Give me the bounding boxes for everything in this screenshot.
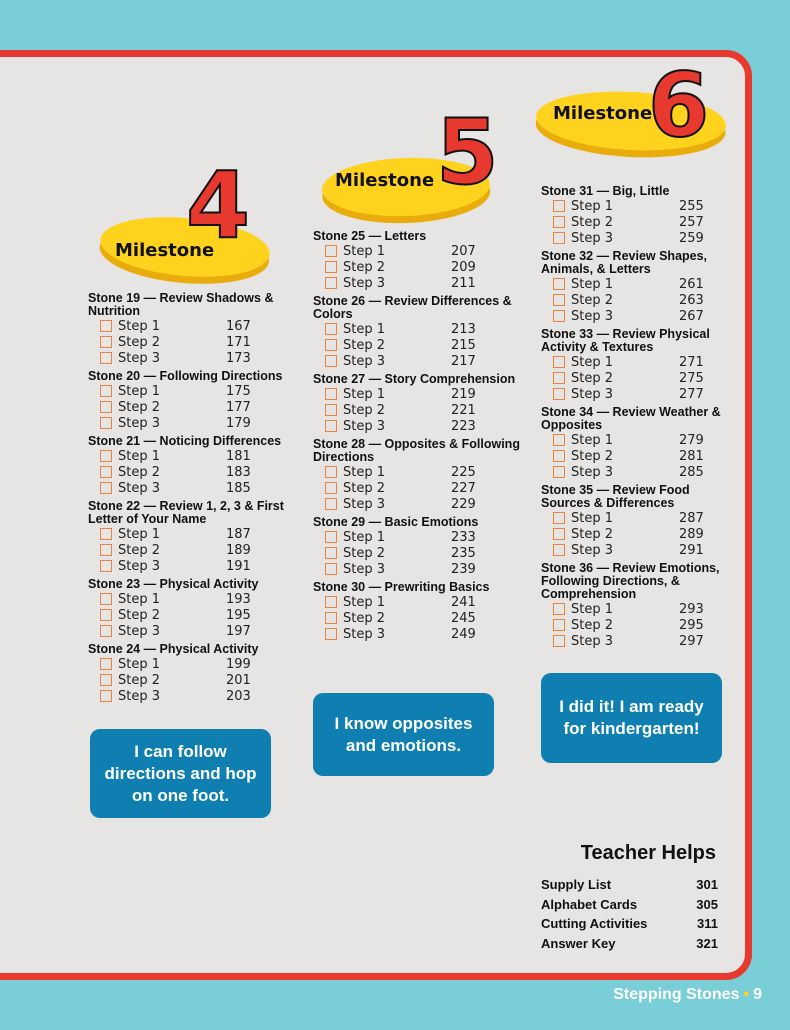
milestone-5-label: Milestone: [335, 170, 435, 191]
milestone-6-column: [541, 181, 741, 649]
step-label: Step 2: [118, 672, 161, 688]
step-checkbox[interactable]: [325, 596, 337, 608]
stone-title: Stone 19 — Review Shadows & Nutrition: [88, 291, 274, 318]
step-checkbox[interactable]: [325, 277, 337, 289]
step-page-number: 221: [451, 402, 476, 418]
step-label: Step 2: [118, 464, 161, 480]
teacher-helps-item-label: Supply List: [541, 877, 612, 892]
stone-entry: [541, 185, 741, 246]
stone-title: Stone 28 — Opposites & Following Directions: [313, 437, 520, 464]
step-row: [88, 623, 298, 639]
step-row: [313, 496, 523, 512]
stone-entry: [88, 435, 298, 496]
stone-entry: [313, 581, 523, 642]
step-label: Step 2: [571, 617, 614, 633]
step-row: [313, 464, 523, 480]
step-checkbox[interactable]: [553, 528, 565, 540]
step-label: Step 1: [343, 594, 386, 610]
step-checkbox[interactable]: [325, 355, 337, 367]
step-row: [313, 353, 523, 369]
step-checkbox[interactable]: [100, 528, 112, 540]
step-page-number: 291: [679, 542, 704, 558]
teacher-helps-item: [541, 877, 718, 897]
step-label: Step 3: [571, 386, 614, 402]
step-page-number: 235: [451, 545, 476, 561]
step-page-number: 277: [679, 386, 704, 402]
step-page-number: 295: [679, 617, 704, 633]
step-checkbox[interactable]: [325, 628, 337, 640]
step-label: Step 1: [118, 656, 161, 672]
step-page-number: 177: [226, 399, 251, 415]
step-label: Step 3: [343, 275, 386, 291]
step-label: Step 2: [343, 545, 386, 561]
step-page-number: 185: [226, 480, 251, 496]
stone-entry: [313, 516, 523, 577]
step-page-number: 201: [226, 672, 251, 688]
step-row: [313, 275, 523, 291]
step-checkbox[interactable]: [553, 232, 565, 244]
step-row: [541, 214, 741, 230]
step-label: Step 2: [118, 334, 161, 350]
footer-title: Stepping Stones: [613, 986, 740, 1003]
teacher-helps-list: [541, 877, 718, 955]
step-label: Step 1: [118, 448, 161, 464]
step-row: [541, 292, 741, 308]
step-row: [88, 607, 298, 623]
step-checkbox[interactable]: [553, 512, 565, 524]
milestone-4-label: Milestone: [115, 240, 215, 261]
step-row: [313, 626, 523, 642]
step-page-number: 263: [679, 292, 704, 308]
step-checkbox[interactable]: [100, 320, 112, 332]
step-row: [88, 526, 298, 542]
step-label: Step 1: [571, 432, 614, 448]
teacher-helps-item-label: Alphabet Cards: [541, 896, 638, 912]
step-label: Step 1: [118, 526, 161, 542]
stone-title: Stone 21 — Noticing Differences: [88, 434, 282, 448]
step-page-number: 257: [679, 214, 704, 230]
step-checkbox[interactable]: [325, 563, 337, 575]
step-checkbox[interactable]: [100, 401, 112, 413]
step-checkbox[interactable]: [100, 352, 112, 364]
step-label: Step 3: [118, 623, 161, 639]
step-row: [313, 545, 523, 561]
step-checkbox[interactable]: [553, 434, 565, 446]
step-page-number: 225: [451, 464, 476, 480]
step-row: [541, 198, 741, 214]
step-page-number: 223: [451, 418, 476, 434]
step-page-number: 275: [679, 370, 704, 386]
step-page-number: 227: [451, 480, 476, 496]
step-page-number: 191: [226, 558, 251, 574]
step-label: Step 3: [118, 415, 161, 431]
stone-entry: [541, 484, 741, 558]
step-label: Step 1: [571, 276, 614, 292]
stone-title: Stone 22 — Review 1, 2, 3 & First Letter of Your Name: [88, 499, 284, 526]
step-label: Step 3: [571, 464, 614, 480]
step-label: Step 1: [118, 318, 161, 334]
step-row: [313, 418, 523, 434]
step-checkbox[interactable]: [100, 560, 112, 572]
milestone-4-number: 4: [186, 152, 251, 259]
step-row: [88, 334, 298, 350]
step-checkbox[interactable]: [553, 278, 565, 290]
step-label: Step 1: [118, 591, 161, 607]
step-checkbox[interactable]: [100, 593, 112, 605]
step-checkbox[interactable]: [325, 404, 337, 416]
step-row: [88, 415, 298, 431]
step-checkbox[interactable]: [553, 372, 565, 384]
stone-title: Stone 27 — Story Comprehension: [313, 372, 516, 386]
step-page-number: 209: [451, 259, 476, 275]
step-checkbox[interactable]: [100, 466, 112, 478]
teacher-helps-item: [541, 897, 718, 917]
step-page-number: 255: [679, 198, 704, 214]
teacher-helps-title: Teacher Helps: [580, 842, 716, 864]
step-checkbox[interactable]: [100, 482, 112, 494]
step-page-number: 261: [679, 276, 704, 292]
step-label: Step 1: [343, 464, 386, 480]
milestone-6-label: Milestone: [553, 103, 653, 124]
step-row: [88, 591, 298, 607]
stone-title: Stone 36 — Review Emotions, Following Directions, & Comprehension: [541, 561, 720, 601]
step-checkbox[interactable]: [325, 388, 337, 400]
step-page-number: 297: [679, 633, 704, 649]
step-page-number: 289: [679, 526, 704, 542]
step-row: [88, 318, 298, 334]
step-page-number: 173: [226, 350, 251, 366]
stone-entry: [88, 370, 298, 431]
step-page-number: 249: [451, 626, 476, 642]
step-row: [541, 432, 741, 448]
teacher-helps-item-label: Cutting Activities: [541, 916, 648, 931]
step-checkbox[interactable]: [325, 466, 337, 478]
step-page-number: 245: [451, 610, 476, 626]
stone-title: Stone 33 — Review Physical Activity & Textures: [541, 327, 710, 354]
stone-title: Stone 31 — Big, Little: [541, 184, 670, 198]
step-label: Step 1: [571, 601, 614, 617]
step-checkbox[interactable]: [100, 690, 112, 702]
step-label: Step 2: [343, 610, 386, 626]
teacher-helps: [541, 842, 718, 955]
milestone-5-callout: I know opposites and emotions.: [313, 693, 494, 776]
step-row: [541, 230, 741, 246]
step-row: [88, 656, 298, 672]
step-label: Step 3: [343, 561, 386, 577]
step-label: Step 3: [118, 480, 161, 496]
milestone-4-callout: I can follow directions and hop on one foot.: [90, 729, 271, 818]
teacher-helps-item: [541, 936, 718, 956]
stone-entry: [541, 328, 741, 402]
step-page-number: 193: [226, 591, 251, 607]
stone-entry: [541, 406, 741, 480]
step-page-number: 179: [226, 415, 251, 431]
step-checkbox[interactable]: [325, 547, 337, 559]
step-checkbox[interactable]: [100, 417, 112, 429]
step-page-number: 213: [451, 321, 476, 337]
step-checkbox[interactable]: [553, 216, 565, 228]
step-checkbox[interactable]: [553, 635, 565, 647]
page-footer: [613, 986, 762, 1004]
step-row: [313, 243, 523, 259]
step-page-number: 215: [451, 337, 476, 353]
milestone-6-callout: I did it! I am ready for kindergarten!: [541, 673, 722, 763]
step-label: Step 1: [571, 354, 614, 370]
step-row: [88, 558, 298, 574]
step-checkbox[interactable]: [100, 544, 112, 556]
teacher-helps-item: [541, 916, 718, 936]
step-page-number: 175: [226, 383, 251, 399]
step-checkbox[interactable]: [325, 339, 337, 351]
step-page-number: 241: [451, 594, 476, 610]
footer-page-number: 9: [753, 986, 762, 1003]
milestone-6-number: 6: [648, 54, 710, 157]
step-label: Step 3: [571, 230, 614, 246]
step-checkbox[interactable]: [553, 544, 565, 556]
step-page-number: 233: [451, 529, 476, 545]
step-row: [541, 370, 741, 386]
step-row: [541, 526, 741, 542]
stone-entry: [541, 250, 741, 324]
step-row: [313, 529, 523, 545]
step-row: [88, 672, 298, 688]
step-label: Step 3: [571, 633, 614, 649]
step-label: Step 1: [343, 243, 386, 259]
step-label: Step 1: [343, 529, 386, 545]
step-page-number: 167: [226, 318, 251, 334]
stone-entry: [313, 230, 523, 291]
step-page-number: 217: [451, 353, 476, 369]
step-page-number: 171: [226, 334, 251, 350]
step-page-number: 293: [679, 601, 704, 617]
milestone-5-number: 5: [436, 100, 499, 205]
stone-title: Stone 20 — Following Directions: [88, 369, 283, 383]
step-row: [88, 480, 298, 496]
step-label: Step 2: [343, 480, 386, 496]
step-label: Step 2: [118, 399, 161, 415]
step-row: [88, 399, 298, 415]
step-row: [88, 464, 298, 480]
teacher-helps-item-label: Answer Key: [541, 935, 616, 951]
step-label: Step 2: [118, 607, 161, 623]
step-page-number: 207: [451, 243, 476, 259]
step-label: Step 2: [571, 292, 614, 308]
step-label: Step 2: [571, 448, 614, 464]
step-checkbox[interactable]: [553, 603, 565, 615]
step-page-number: 195: [226, 607, 251, 623]
step-checkbox[interactable]: [553, 388, 565, 400]
step-label: Step 1: [118, 383, 161, 399]
step-page-number: 189: [226, 542, 251, 558]
step-label: Step 3: [118, 558, 161, 574]
step-row: [313, 610, 523, 626]
step-row: [313, 594, 523, 610]
step-page-number: 287: [679, 510, 704, 526]
step-label: Step 1: [571, 198, 614, 214]
step-checkbox[interactable]: [553, 356, 565, 368]
stone-title: Stone 32 — Review Shapes, Animals, & Letters: [541, 249, 708, 276]
step-page-number: 239: [451, 561, 476, 577]
teacher-helps-item-page: 301: [696, 877, 718, 892]
step-row: [88, 350, 298, 366]
teacher-helps-item-page: 321: [696, 935, 718, 951]
step-page-number: 271: [679, 354, 704, 370]
step-checkbox[interactable]: [553, 619, 565, 631]
step-page-number: 181: [226, 448, 251, 464]
step-page-number: 285: [679, 464, 704, 480]
step-checkbox[interactable]: [325, 323, 337, 335]
stone-entry: [313, 373, 523, 434]
step-label: Step 2: [343, 259, 386, 275]
step-row: [541, 601, 741, 617]
step-checkbox[interactable]: [553, 450, 565, 462]
step-checkbox[interactable]: [325, 482, 337, 494]
step-row: [541, 633, 741, 649]
step-checkbox[interactable]: [100, 658, 112, 670]
step-row: [88, 448, 298, 464]
step-row: [541, 510, 741, 526]
footer-separator: •: [743, 986, 750, 1003]
step-label: Step 2: [343, 337, 386, 353]
step-checkbox[interactable]: [100, 385, 112, 397]
step-label: Step 3: [571, 308, 614, 324]
step-row: [88, 542, 298, 558]
step-checkbox[interactable]: [325, 245, 337, 257]
step-checkbox[interactable]: [100, 674, 112, 686]
step-label: Step 3: [343, 418, 386, 434]
step-row: [541, 617, 741, 633]
step-row: [313, 386, 523, 402]
step-checkbox[interactable]: [325, 261, 337, 273]
step-row: [541, 448, 741, 464]
stone-title: Stone 29 — Basic Emotions: [313, 515, 479, 529]
step-label: Step 3: [118, 688, 161, 704]
step-page-number: 187: [226, 526, 251, 542]
step-page-number: 281: [679, 448, 704, 464]
step-checkbox[interactable]: [325, 498, 337, 510]
step-row: [541, 276, 741, 292]
step-page-number: 197: [226, 623, 251, 639]
stone-entry: [88, 578, 298, 639]
step-checkbox[interactable]: [553, 466, 565, 478]
milestone-5-column: [313, 226, 523, 642]
step-label: Step 2: [571, 214, 614, 230]
step-checkbox[interactable]: [325, 420, 337, 432]
step-row: [541, 542, 741, 558]
step-checkbox[interactable]: [325, 612, 337, 624]
step-row: [313, 402, 523, 418]
milestone-4-column: [88, 288, 298, 704]
stone-entry: [88, 643, 298, 704]
step-label: Step 1: [343, 321, 386, 337]
step-row: [313, 259, 523, 275]
step-page-number: 203: [226, 688, 251, 704]
stone-title: Stone 35 — Review Food Sources & Differences: [541, 483, 690, 510]
stone-title: Stone 25 — Letters: [313, 229, 427, 243]
step-row: [313, 337, 523, 353]
step-row: [313, 480, 523, 496]
step-row: [541, 386, 741, 402]
step-page-number: 211: [451, 275, 476, 291]
step-label: Step 2: [118, 542, 161, 558]
step-checkbox[interactable]: [100, 450, 112, 462]
step-page-number: 259: [679, 230, 704, 246]
step-label: Step 1: [343, 386, 386, 402]
step-label: Step 3: [118, 350, 161, 366]
stone-title: Stone 23 — Physical Activity: [88, 577, 259, 591]
stone-title: Stone 24 — Physical Activity: [88, 642, 259, 656]
stone-entry: [541, 562, 741, 649]
step-label: Step 3: [343, 496, 386, 512]
step-row: [541, 464, 741, 480]
step-label: Step 1: [571, 510, 614, 526]
step-page-number: 279: [679, 432, 704, 448]
stone-entry: [313, 295, 523, 369]
step-checkbox[interactable]: [553, 310, 565, 322]
step-row: [313, 561, 523, 577]
step-page-number: 229: [451, 496, 476, 512]
step-row: [541, 354, 741, 370]
step-checkbox[interactable]: [100, 625, 112, 637]
teacher-helps-item-page: 311: [697, 916, 718, 931]
stone-title: Stone 34 — Review Weather & Opposites: [541, 405, 721, 432]
step-row: [313, 321, 523, 337]
step-page-number: 219: [451, 386, 476, 402]
step-checkbox[interactable]: [325, 531, 337, 543]
step-row: [88, 383, 298, 399]
teacher-helps-item-page: 305: [696, 896, 718, 912]
step-label: Step 2: [571, 526, 614, 542]
stone-entry: [313, 438, 523, 512]
step-row: [541, 308, 741, 324]
step-page-number: 267: [679, 308, 704, 324]
step-checkbox[interactable]: [553, 200, 565, 212]
step-row: [88, 688, 298, 704]
stone-entry: [88, 292, 298, 366]
step-checkbox[interactable]: [553, 294, 565, 306]
step-label: Step 2: [343, 402, 386, 418]
step-label: Step 3: [571, 542, 614, 558]
stone-title: Stone 30 — Prewriting Basics: [313, 580, 490, 594]
step-label: Step 3: [343, 626, 386, 642]
stone-title: Stone 26 — Review Differences & Colors: [313, 294, 512, 321]
step-label: Step 3: [343, 353, 386, 369]
step-checkbox[interactable]: [100, 609, 112, 621]
step-checkbox[interactable]: [100, 336, 112, 348]
stone-entry: [88, 500, 298, 574]
step-page-number: 199: [226, 656, 251, 672]
step-page-number: 183: [226, 464, 251, 480]
step-label: Step 2: [571, 370, 614, 386]
